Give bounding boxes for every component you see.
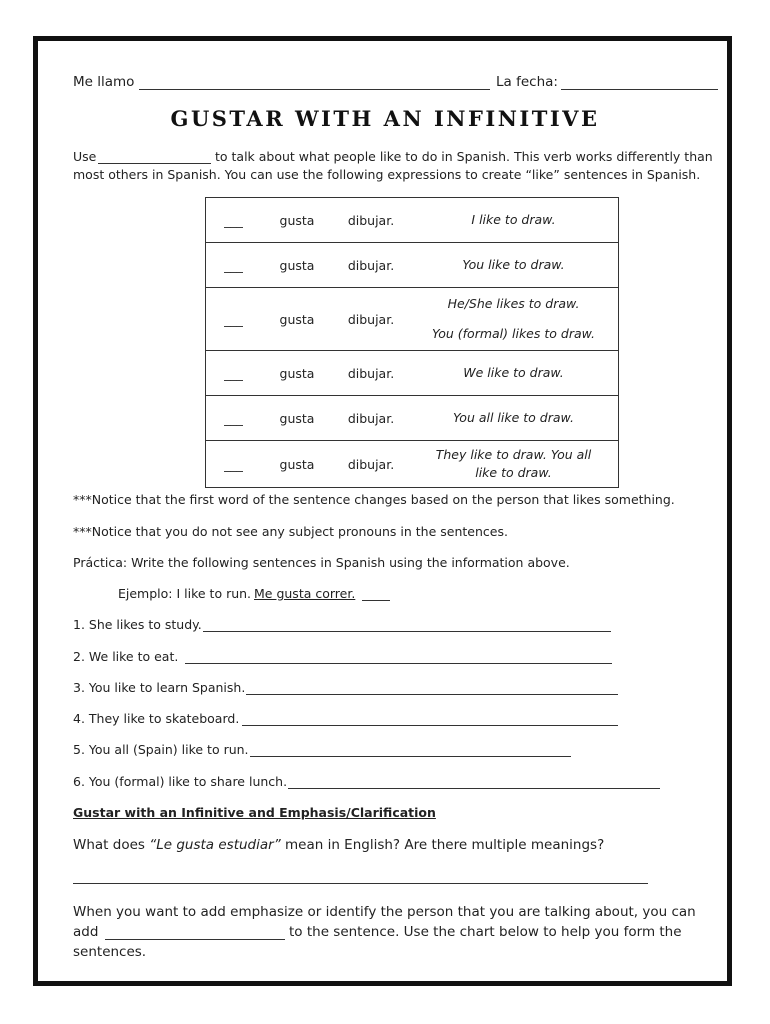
table-row bbox=[206, 243, 619, 288]
answer-blank[interactable] bbox=[73, 883, 648, 884]
translation-line: You like to draw. bbox=[462, 257, 565, 272]
verb-cell: gusta bbox=[261, 288, 333, 351]
emphasis-blank[interactable] bbox=[105, 939, 285, 940]
infinitive-cell: dibujar. bbox=[333, 288, 409, 351]
practice-item: 2. We like to eat. bbox=[73, 649, 179, 664]
translation-line: I like to draw. bbox=[471, 212, 556, 227]
translation-cell bbox=[409, 243, 619, 288]
example-answer: Me gusta correr. bbox=[254, 586, 356, 601]
pronoun-blank[interactable]: ___ bbox=[206, 396, 262, 441]
translation-line: You (formal) likes to draw. bbox=[431, 326, 596, 341]
table-row bbox=[206, 396, 619, 441]
infinitive-cell: dibujar. bbox=[333, 396, 409, 441]
translation-line: He/She likes to draw. bbox=[447, 296, 580, 311]
translation-cell bbox=[409, 396, 619, 441]
meaning-question bbox=[73, 837, 604, 853]
answer-blank[interactable] bbox=[246, 694, 618, 695]
intro-line2: most others in Spanish. You can use the following expressions to create “like” sentences in Spanish. bbox=[73, 167, 701, 182]
note-no-pronouns: ***Notice that you do not see any subject pronouns in the sentences. bbox=[73, 524, 508, 539]
table-row bbox=[206, 288, 619, 351]
answer-blank[interactable] bbox=[185, 663, 612, 664]
verb-cell: gusta bbox=[261, 351, 333, 396]
page-title: GUSTAR WITH AN INFINITIVE bbox=[170, 106, 600, 131]
gustar-expressions-table bbox=[205, 197, 619, 488]
section-heading: Gustar with an Infinitive and Emphasis/Clarification bbox=[73, 805, 436, 820]
answer-blank[interactable] bbox=[203, 631, 611, 632]
pronoun-blank[interactable]: ___ bbox=[206, 441, 262, 488]
question-pre: What does bbox=[73, 837, 150, 853]
note-first-word: ***Notice that the first word of the sentence changes based on the person that likes something. bbox=[73, 492, 675, 507]
translation-line: We like to draw. bbox=[463, 365, 564, 380]
table-row bbox=[206, 198, 619, 243]
infinitive-cell: dibujar. bbox=[333, 198, 409, 243]
pronoun-blank[interactable]: ___ bbox=[206, 351, 262, 396]
example-prompt: Ejemplo: I like to run. bbox=[118, 586, 252, 601]
emphasis-add-word: add bbox=[73, 924, 99, 940]
pronoun-blank[interactable]: ___ bbox=[206, 243, 262, 288]
translation-line: like to draw. bbox=[475, 465, 552, 480]
translation-line: You all like to draw. bbox=[453, 410, 574, 425]
name-label: Me llamo bbox=[73, 74, 135, 90]
verb-cell: gusta bbox=[261, 441, 333, 488]
answer-blank[interactable] bbox=[242, 725, 618, 726]
translation-cell bbox=[409, 288, 619, 351]
practice-item: 5. You all (Spain) like to run. bbox=[73, 742, 249, 757]
emphasis-line1: When you want to add emphasize or identify the person that you are talking about, you can bbox=[73, 904, 696, 920]
example-underline-tail bbox=[362, 600, 390, 601]
table-row bbox=[206, 441, 619, 488]
verb-cell: gusta bbox=[261, 396, 333, 441]
infinitive-cell: dibujar. bbox=[333, 441, 409, 488]
practice-item: 1. She likes to study. bbox=[73, 617, 202, 632]
intro-use-word: Use bbox=[73, 149, 97, 164]
emphasis-line2: to the sentence. Use the chart below to help you form the bbox=[289, 924, 682, 940]
intro-blank[interactable] bbox=[98, 163, 211, 164]
infinitive-cell: dibujar. bbox=[333, 351, 409, 396]
translation-cell bbox=[409, 441, 619, 488]
emphasis-line3: sentences. bbox=[73, 944, 147, 960]
translation-cell bbox=[409, 351, 619, 396]
infinitive-cell: dibujar. bbox=[333, 243, 409, 288]
answer-blank[interactable] bbox=[288, 788, 660, 789]
verb-cell: gusta bbox=[261, 243, 333, 288]
question-phrase: “Le gusta estudiar” bbox=[149, 837, 281, 853]
question-post: mean in English? Are there multiple meanings? bbox=[280, 837, 605, 853]
translation-line: They like to draw. You all bbox=[435, 447, 592, 462]
date-blank[interactable] bbox=[561, 89, 718, 90]
pronoun-blank[interactable]: ___ bbox=[206, 198, 262, 243]
date-label: La fecha: bbox=[496, 74, 558, 90]
verb-cell: gusta bbox=[261, 198, 333, 243]
translation-cell bbox=[409, 198, 619, 243]
practice-item: 6. You (formal) like to share lunch. bbox=[73, 774, 288, 789]
practice-item: 3. You like to learn Spanish. bbox=[73, 680, 246, 695]
name-blank[interactable] bbox=[139, 89, 490, 90]
practice-item: 4. They like to skateboard. bbox=[73, 711, 240, 726]
pronoun-blank[interactable]: ___ bbox=[206, 288, 262, 351]
intro-line1: to talk about what people like to do in Spanish. This verb works differently than bbox=[215, 149, 713, 164]
answer-blank[interactable] bbox=[250, 756, 571, 757]
table-row bbox=[206, 351, 619, 396]
practice-instructions: Práctica: Write the following sentences in Spanish using the information above. bbox=[73, 555, 570, 570]
